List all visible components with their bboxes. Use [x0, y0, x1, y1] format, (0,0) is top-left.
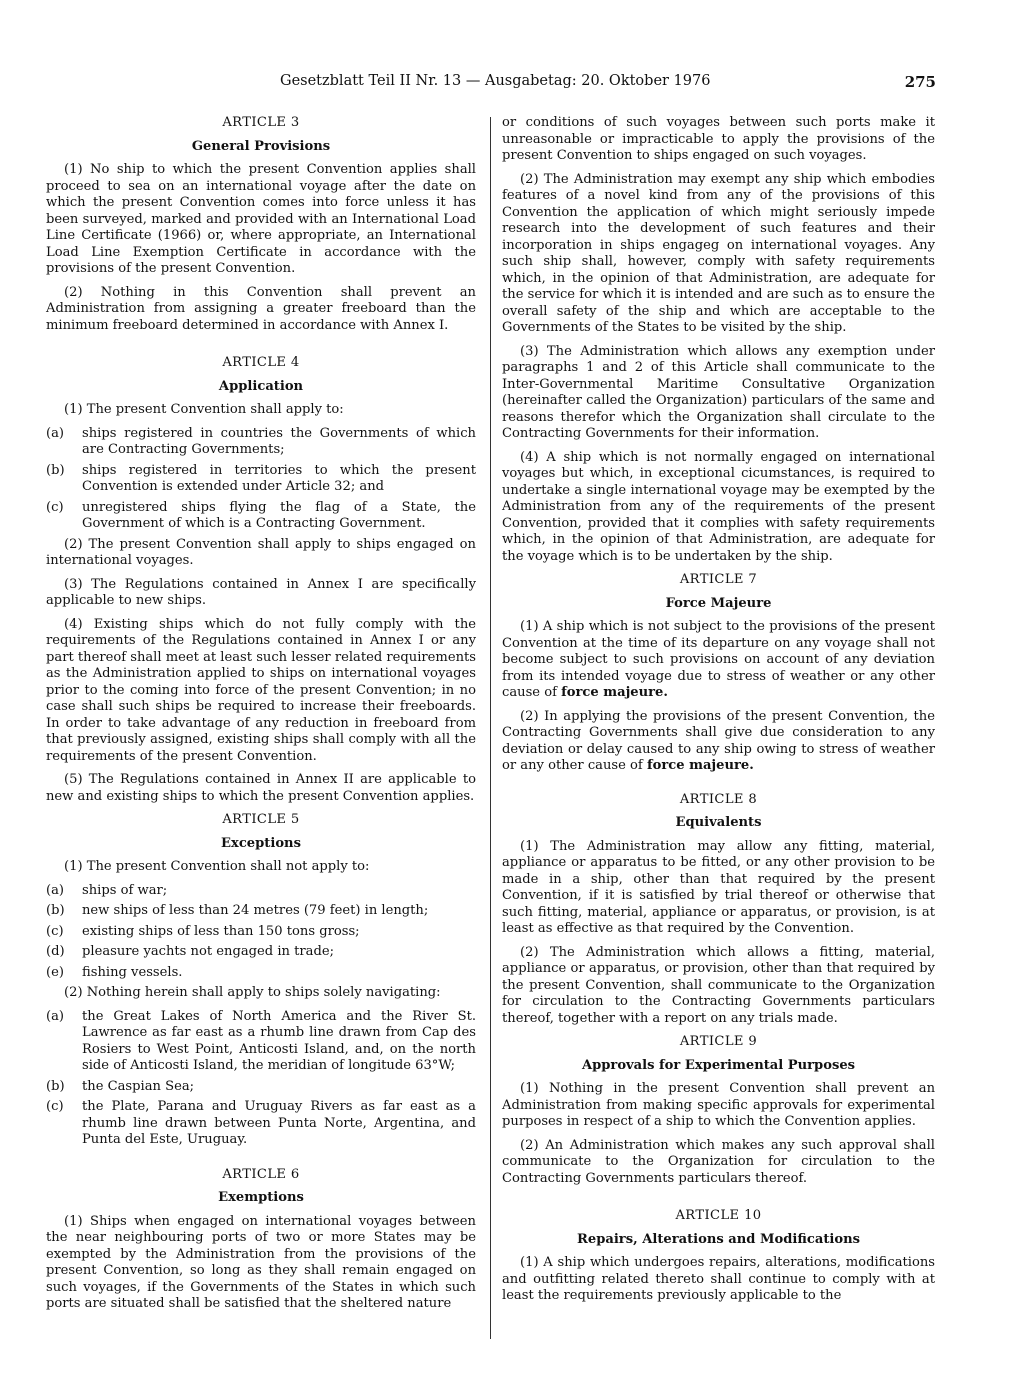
- article-5-title: ARTICLE 5: [222, 812, 300, 827]
- list-item: (c) the Plate, Parana and Uruguay Rivers as far east as a rhumb line drawn between Punta Norte, Argentina, and Punta del Este, Uruguay.: [46, 1099, 476, 1147]
- article-6-title: ARTICLE 6: [222, 1166, 300, 1182]
- article-5-paragraph-1: (1) The present Convention shall not apply to:: [64, 859, 370, 874]
- list-item: (c) existing ships of less than 150 tons gross;: [46, 923, 360, 939]
- article-4-heading: Application: [218, 378, 304, 394]
- list-item: (b) ships registered in territories to which the present Convention is extended under Article 32; and: [46, 462, 476, 494]
- left-column: [46, 115, 476, 1320]
- list-item: (e) fishing vessels.: [46, 964, 183, 980]
- article-7-heading: Force Majeure: [665, 595, 772, 611]
- article-10-paragraph-1: (1) A ship which undergoes repairs, alterations, modifications and outfitting related thereto shall continue to comply with at least the requirements previously applicable to the: [502, 1255, 935, 1303]
- article-8-paragraph-1: (1) The Administration may allow any fitting, material, appliance or apparatus to be fitted, or any other provision to be made in a ship, other than that required by the present Convention, if it is satisfied by trial thereof or otherwise that such fitting, material, appliance or apparatus, or provision, is at least as effective as that required by the Convention.: [502, 838, 935, 936]
- article-9-paragraph-2: (2) An Administration which makes any such approval shall communicate to the Organization for circulation to the Contracting Governments particulars thereof.: [502, 1137, 935, 1186]
- article-6-paragraph-1-continued: or conditions of such voyages between such ports make it unreasonable or impracticable to apply the provisions of the present Convention to ships engaged on such voyages.: [502, 115, 935, 163]
- article-10-heading: Repairs, Alterations and Modifications: [576, 1231, 860, 1247]
- article-6-paragraph-2: (2) The Administration may exempt any ship which embodies features of a novel kind from any of the provisions of this Convention the application of which might seriously impede research into the development of such features and their incorporation in ships engageg on international voyages. Any such ship shall, however, comply with safety requirements which, in the opinion of that Administration, are adequate for the service for which it is intended and are such as to ensure the overall safety of the ship and which are acceptable to the Governments of the States to be visited by the ship.: [502, 171, 935, 335]
- article-6-paragraph-4: (4) A ship which is not normally engaged on international voyages but which, in exceptional cicumstances, is required to undertake a single international voyage may be exempted by the Administration from any of the requirements of the present Convention, provided that it complies with safety requirements which, in the opinion of that Administration, are adequate for the voyage which is to be undertaken by the ship.: [502, 449, 935, 564]
- list-item: (d) pleasure yachts not engaged in trade;: [46, 944, 334, 959]
- article-6-paragraph-3: (3) The Administration which allows any exemption under paragraphs 1 and 2 of this Article shall communicate to the Inter-Governmental Maritime Consultative Organization (hereinafter called the Organization) particulars of the same and reasons therefor which the Organization shall circulate to the Contracting Governments for their information.: [502, 343, 935, 441]
- article-7-paragraph-2: (2) In applying the provisions of the present Convention, the Contracting Governments shall give due consideration to any deviation or delay caused to any ship owing to stress of weather or any other cause of force majeure.: [502, 708, 935, 773]
- article-4-paragraph-5: (5) The Regulations contained in Annex II are applicable to new and existing ships to which the present Convention applies.: [46, 772, 476, 804]
- list-item: (a) ships registered in countries the Governments of which are Contracting Governments;: [46, 425, 476, 457]
- article-8-title: ARTICLE 8: [679, 791, 758, 807]
- header-title: Gesetzblatt Teil II Nr. 13 — Ausgabetag: 20. Oktober 1976: [280, 73, 711, 89]
- right-column: [502, 115, 935, 1312]
- article-3-title: ARTICLE 3: [222, 115, 300, 130]
- list-item: (a) the Great Lakes of North America and the River St. Lawrence as far east as a rhumb line drawn from Cap des Rosiers to West Point, Anticosti Island, and, on the north side of Anticosti Island, the meridian of longitude 63°W;: [46, 1008, 476, 1073]
- article-7-title: ARTICLE 7: [679, 572, 758, 587]
- article-7-paragraph-1: (1) A ship which is not subject to the provisions of the present Convention at the time of its departure on any voyage shall not become subject to such provisions on account of any deviation from its intended voyage due to stress of weather or any other cause of force majeure.: [502, 619, 935, 700]
- article-5-paragraph-2: (2) Nothing herein shall apply to ships solely navigating:: [64, 985, 441, 1000]
- list-item: (c) unregistered ships flying the flag of a State, the Government of which is a Contracting Government.: [46, 499, 476, 531]
- list-item: (b) new ships of less than 24 metres (79 feet) in length;: [46, 903, 429, 918]
- column-divider: [490, 117, 491, 1339]
- article-3-paragraph-1: (1) No ship to which the present Convention applies shall proceed to sea on an international voyage after the date on which the present Convention comes into force unless it has been surveyed, marked and provided with an International Load Line Certificate (1966) or, where appropriate, an International Load Line Exemption Certificate in accordance with the provisions of the present Convention.: [46, 162, 476, 276]
- list-item: (b) the Caspian Sea;: [46, 1078, 195, 1094]
- article-6-heading: Exemptions: [218, 1190, 304, 1205]
- article-4-paragraph-3: (3) The Regulations contained in Annex I are specifically applicable to new ships.: [46, 576, 476, 608]
- list-item: (a) ships of war;: [46, 882, 168, 898]
- article-3-paragraph-2: (2) Nothing in this Convention shall prevent an Administration from assigning a greater freeboard than the minimum freeboard determined in accordance with Annex I.: [46, 284, 476, 333]
- article-8-paragraph-2: (2) The Administration which allows a fitting, material, appliance or apparatus, or provision, other than that required by the present Convention, shall communicate to the Organization for circulation to the Contracting Governments particulars thereof, together with a report on any trials made.: [502, 944, 935, 1026]
- article-9-heading: Approvals for Experimental Purposes: [581, 1057, 856, 1073]
- article-4-title: ARTICLE 4: [222, 355, 300, 370]
- article-3-heading: General Provisions: [191, 138, 331, 154]
- article-5-heading: Exceptions: [221, 835, 301, 851]
- article-9-paragraph-1: (1) Nothing in the present Convention shall prevent an Administration from making specific approvals for experimental purposes in respect of a ship to which the Convention applies.: [502, 1081, 935, 1129]
- article-10-title: ARTICLE 10: [675, 1208, 762, 1223]
- article-4-paragraph-4: (4) Existing ships which do not fully comply with the requirements of the Regulations contained in Annex I or any part thereof shall meet at least such lesser related requirements as the Administration applied to ships on international voyages prior to the coming into force of the present Convention; in no case shall such ships be required to increase their freeboards. In order to take advantage of any reduction in freeboard from that previously assigned, existing ships shall comply with all the requirements of the present Convention.: [46, 616, 476, 764]
- article-4-paragraph-1: (1) The present Convention shall apply to:: [64, 402, 344, 417]
- article-9-title: ARTICLE 9: [679, 1034, 758, 1049]
- article-6-paragraph-1: (1) Ships when engaged on international voyages between the near neighbouring ports of two or more States may be exempted by the Administration from the provisions of the present Convention, so long as they shall remain engaged on such voyages, if the Governments of the States in which such ports are situated shall be satisfied that the sheltered nature: [46, 1213, 476, 1311]
- article-8-heading: Equivalents: [675, 815, 762, 830]
- article-4-paragraph-2: (2) The present Convention shall apply to ships engaged on international voyages.: [46, 536, 476, 568]
- page-number: 275: [904, 73, 936, 91]
